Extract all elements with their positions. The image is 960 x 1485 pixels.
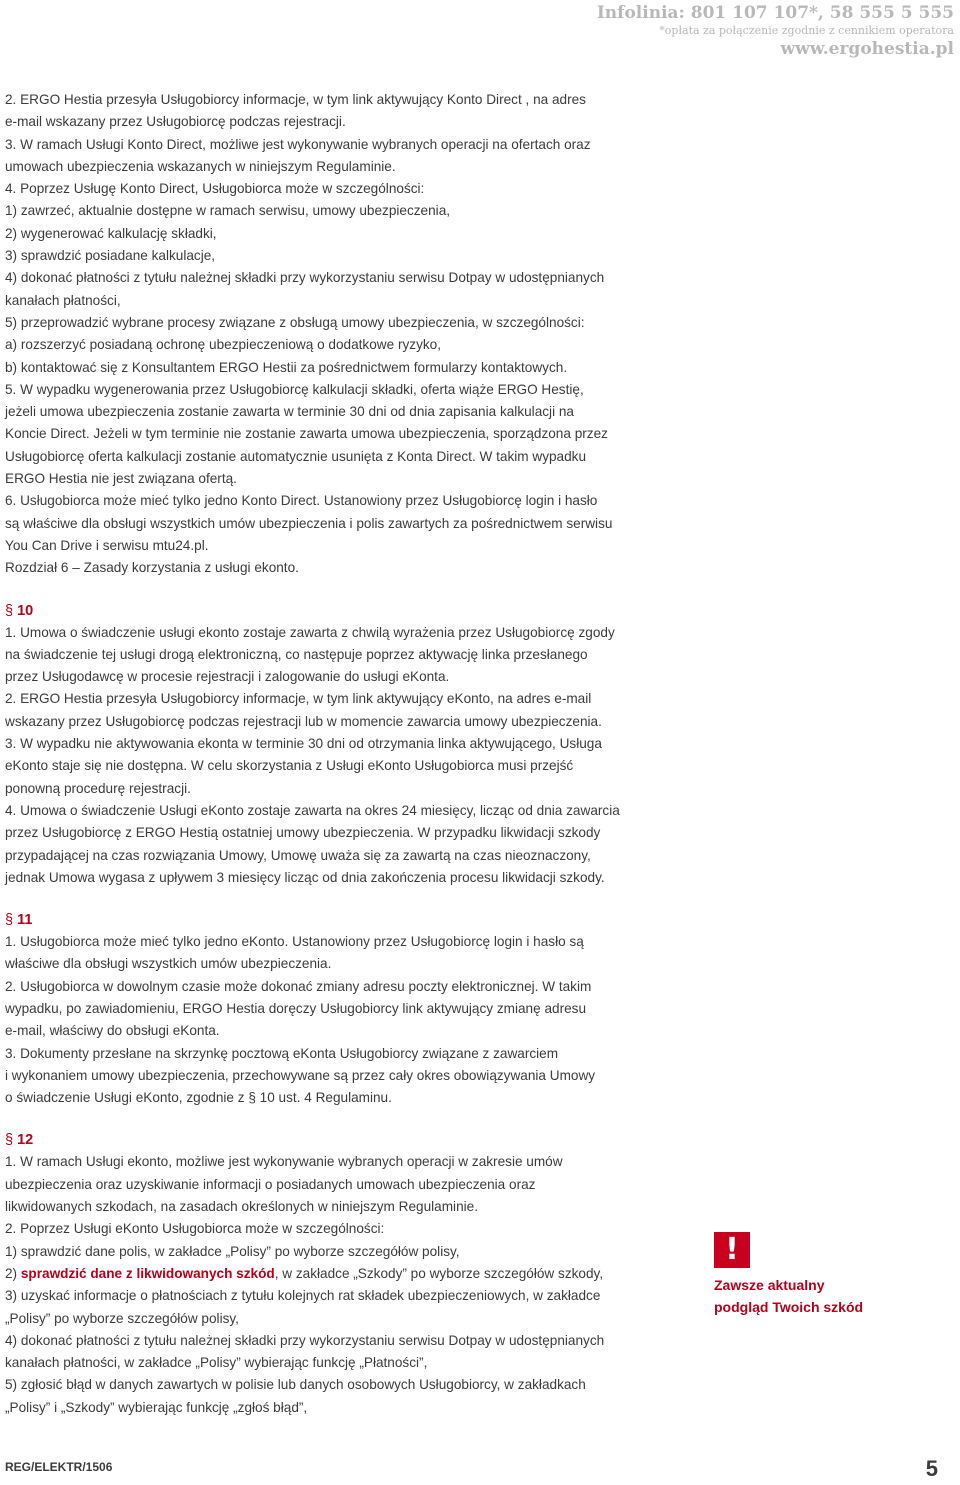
page-number: 5 (925, 1456, 938, 1481)
text-line: jeżeli umowa ubezpieczenia zostanie zawarta w terminie 30 dni od dnia zapisania kalkulacji na (5, 404, 574, 420)
text-line: 5) zgłosić błąd w danych zawartych w polisie lub danych osobowych Usługobiorcy, w zakładkach (5, 1377, 586, 1393)
text-line: ERGO Hestia nie jest związana ofertą. (5, 471, 237, 487)
text-line: jednak Umowa wygasa z upływem 3 miesięcy licząc od dnia zakończenia procesu likwidacji szkody. (5, 869, 605, 885)
text-line: wypadku, po zawiadomieniu, ERGO Hestia doręczy Usługobiorcy link aktywujący zmianę adresu (5, 1000, 587, 1016)
text-line: 3. W wypadku nie aktywowania ekonta w terminie 30 dni od otrzymania linka aktywującego, Usługa (5, 736, 602, 752)
exclamation-icon: ! (714, 1232, 750, 1268)
infoline-phone: Infolinia: 801 107 107*, 58 555 5 555 (596, 3, 954, 23)
text-line: 2. ERGO Hestia przesyła Usługobiorcy informacje, w tym link aktywujący eKonto, na adres e-mail (5, 691, 592, 707)
highlighted-text: sprawdzić dane z likwidowanych szkód (20, 1265, 275, 1281)
text-line: i wykonaniem umowy ubezpieczenia, przechowywane są przez cały okres obowiązywania Umowy (5, 1067, 596, 1083)
text-line: umowach ubezpieczenia wskazanych w niniejszym Regulaminie. (5, 158, 396, 174)
text-line: Usługobiorcę oferta kalkulacji zostanie automatycznie usunięta z Konta Direct. W takim wypadku (5, 448, 587, 464)
text-line: kanałach płatności, w zakładce „Polisy” wybierając funkcję „Płatności”, (5, 1355, 428, 1371)
text-line: 1) zawrzeć, aktualnie dostępne w ramach serwisu, umowy ubezpieczenia, (5, 203, 451, 219)
text-line: 2. ERGO Hestia przesyła Usługobiorcy informacje, w tym link aktywujący Konto Direct , na adres (5, 92, 586, 107)
text-suffix: , w zakładce „Szkody” po wyborze szczegółów szkody, (274, 1265, 604, 1281)
text-line: 1) sprawdzić dane polis, w zakładce „Polisy” po wyborze szczegółów polisy, (5, 1243, 460, 1259)
text-line: przypadającej na czas rozwiązania Umowy, Umowę uważa się za zawartą na czas nieoznaczony, (5, 847, 591, 863)
text-line: 3. Dokumenty przesłane na skrzynkę pocztową eKonta Usługobiorcy związane z zawarciem (5, 1045, 559, 1061)
text-line: są właściwe dla obsługi wszystkich umów ubezpieczenia i polis zawartych za pośrednictwem serwisu (5, 515, 613, 531)
text-line: na świadczenie tej usługi drogą elektroniczną, co następuje poprzez aktywację linka przesłanego (5, 646, 588, 662)
website-link[interactable]: www.ergohestia.pl (780, 39, 954, 59)
section-symbol: § (5, 1132, 14, 1149)
section-number: 10 (17, 602, 34, 619)
document-body (5, 89, 695, 1419)
text-line: kanałach płatności, (5, 292, 121, 308)
section-heading (5, 909, 695, 931)
text-line: 3) sprawdzić posiadane kalkulacje, (5, 248, 216, 264)
text-line: 6. Usługobiorca może mieć tylko jedno Konto Direct. Ustanowiony przez Usługobiorcę login i hasło (5, 493, 598, 509)
section-number: 12 (17, 1132, 34, 1149)
text-line: 3. W ramach Usługi Konto Direct, możliwe jest wykonywanie wybranych operacji na ofertach oraz (5, 136, 591, 152)
text-line: 5. W wypadku wygenerowania przez Usługobiorcę kalkulacji składki, oferta wiąże ERGO Hestię, (5, 381, 584, 397)
section-symbol: § (5, 602, 14, 619)
section-heading (5, 1129, 695, 1151)
text-line: przez Usługobiorcę z ERGO Hestią ostatniej umowy ubezpieczenia. W przypadku likwidacji szkody (5, 825, 601, 841)
text-line-highlight (5, 1263, 695, 1285)
text-line: 1. Umowa o świadczenie usługi ekonto zostaje zawarta z chwilą wyrażenia przez Usługobiorcę zgody (5, 624, 615, 640)
text-line: e-mail wskazany przez Usługobiorcę podczas rejestracji. (5, 114, 346, 130)
callout-line-2: podgląd Twoich szkód (714, 1299, 864, 1315)
text-line: 1. W ramach Usługi ekonto, możliwe jest wykonywanie wybranych operacji w zakresie umów (5, 1154, 563, 1170)
text-line: Koncie Direct. Jeżeli w tym terminie nie zostanie zawarta umowa ubezpieczenia, sporządzona przez (5, 426, 608, 442)
text-line: „Polisy” i „Szkody” wybierając funkcję „zgłoś błąd”, (5, 1399, 308, 1415)
callout-box (714, 1232, 914, 1318)
text-line: ubezpieczenia oraz uzyskiwanie informacji o posiadanych umowach ubezpieczenia oraz (5, 1176, 536, 1192)
text-prefix: 2) (5, 1265, 21, 1281)
text-line: You Can Drive i serwisu mtu24.pl. (5, 537, 209, 553)
text-line: 4) dokonać płatności z tytułu należnej składki przy wykorzystaniu serwisu Dotpay w udostępnianych (5, 270, 605, 286)
text-line: 4. Umowa o świadczenie Usługi eKonto zostaje zawarta na okres 24 miesięcy, licząc od dnia zawarcia (5, 802, 620, 818)
text-line: b) kontaktować się z Konsultantem ERGO Hestii za pośrednictwem formularzy kontaktowych. (5, 359, 568, 375)
callout-text (714, 1274, 914, 1318)
text-line: Rozdział 6 – Zasady korzystania z usługi ekonto. (5, 560, 299, 576)
text-line: 1. Usługobiorca może mieć tylko jedno eKonto. Ustanowiony przez Usługobiorcę login i hasło są (5, 934, 584, 950)
text-line: „Polisy” po wyborze szczegółów polisy, (5, 1310, 239, 1326)
text-line: wskazany przez Usługobiorcę podczas rejestracji lub w momencie zawarcia umowy ubezpieczenia. (5, 713, 602, 729)
page-header (597, 0, 954, 60)
section-symbol: § (5, 912, 14, 929)
section-heading (5, 600, 695, 622)
text-line: 4. Poprzez Usługę Konto Direct, Usługobiorca może w szczególności: (5, 181, 425, 197)
infoline-note: *opłata za połączenie zgodnie z cennikiem operatora (659, 24, 954, 37)
text-line: 3) uzyskać informacje o płatnościach z tytułu kolejnych rat składek ubezpieczeniowych, w zakładce (5, 1288, 601, 1304)
text-line: eKonto staje się nie dostępna. W celu skorzystania z Usługi eKonto Usługobiorca musi przejść (5, 758, 574, 774)
text-line: ponowną procedurę rejestracji. (5, 780, 191, 796)
text-line: 2. Usługobiorca w dowolnym czasie może dokonać zmiany adresu poczty elektronicznej. W takim (5, 978, 592, 994)
text-line: likwidowanych szkodach, na zasadach określonych w niniejszym Regulaminie. (5, 1199, 478, 1215)
text-line: przez Usługodawcę w procesie rejestracji i zalogowanie do usługi eKonta. (5, 669, 450, 685)
text-line: właściwe dla obsługi wszystkich umów ubezpieczenia. (5, 956, 332, 972)
document-code: REG/ELEKTR/1506 (5, 1460, 113, 1474)
text-line: 2. Poprzez Usługi eKonto Usługobiorca może w szczególności: (5, 1221, 385, 1237)
text-line: a) rozszerzyć posiadaną ochronę ubezpieczeniową o dodatkowe ryzyko, (5, 337, 441, 353)
text-line: 5) przeprowadzić wybrane procesy związane z obsługą umowy ubezpieczenia, w szczególności: (5, 314, 585, 330)
text-line: 2) wygenerować kalkulację składki, (5, 225, 217, 241)
text-line: e-mail, właściwy do obsługi eKonta. (5, 1023, 220, 1039)
callout-line-1: Zawsze aktualny (714, 1277, 825, 1293)
text-line: o świadczenie Usługi eKonto, zgodnie z § 10 ust. 4 Regulaminu. (5, 1090, 392, 1106)
section-number: 11 (17, 912, 33, 929)
text-line: 4) dokonać płatności z tytułu należnej składki przy wykorzystaniu serwisu Dotpay w udostępnianych (5, 1332, 605, 1348)
